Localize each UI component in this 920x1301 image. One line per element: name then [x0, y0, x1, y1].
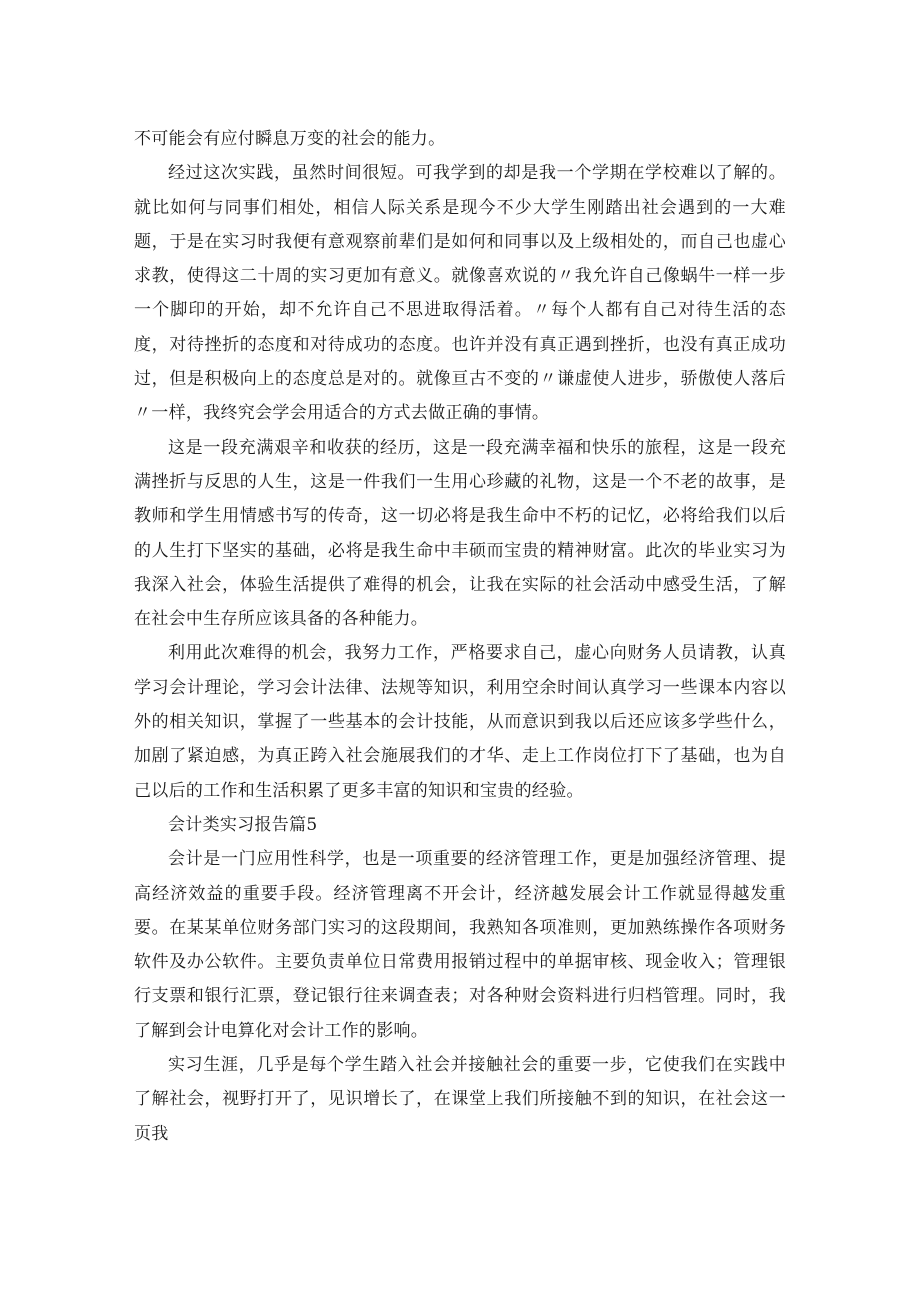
section-heading: 会计类实习报告篇5	[168, 814, 318, 835]
paragraph-6: 实习生涯，几乎是每个学生踏入社会并接触社会的重要一步，它使我们在实践中了解社会，视野打开了，见识增长了，在课堂上我们所接触不到的知识，在社会这一页我	[134, 1055, 786, 1144]
paragraph-4: 利用此次难得的机会，我努力工作，严格要求自己，虚心向财务人员请教，认真学习会计理论，学习会计法律、法规等知识，利用空余时间认真学习一些课本内容以外的相关知识，掌握了一些基本的会计技能，从而意识到我以后还应该多学些什么，加剧了紧迫感，为真正跨入社会施展我们的才华、走上工作岗位打下了基础，也为自己以后的工作和生活积累了更多丰富的知识和宝贵的经验。	[134, 643, 786, 801]
paragraph-5: 会计是一门应用性科学，也是一项重要的经济管理工作，更是加强经济管理、提高经济效益的重要手段。经济管理离不开会计，经济越发展会计工作就显得越发重要。在某某单位财务部门实习的这段期间，我熟知各项准则，更加熟练操作各项财务软件及办公软件。主要负责单位日常费用报销过程中的单据审核、现金收入；管理银行支票和银行汇票，登记银行往来调查表；对各种财会资料进行归档管理。同时，我了解到会计电算化对会计工作的影响。	[134, 849, 786, 1041]
paragraph-2: 经过这次实践，虽然时间很短。可我学到的却是我一个学期在学校难以了解的。就比如何与同事们相处，相信人际关系是现今不少大学生刚踏出社会遇到的一大难题，于是在实习时我便有意观察前辈们是如何和同事以及上级相处的，而自己也虚心求教，使得这二十周的实习更加有意义。就像喜欢说的〃我允许自己像蜗牛一样一步一个脚印的开始，却不允许自己不思进取得活着。〃每个人都有自己对待生活的态度，对待挫折的态度和对待成功的态度。也许并没有真正遇到挫折，也没有真正成功过，但是积极向上的态度总是对的。就像亘古不变的〃谦虚使人进步，骄傲使人落后〃一样，我终究会学会用适合的方式去做正确的事情。	[134, 163, 786, 424]
paragraph-3: 这是一段充满艰辛和收获的经历，这是一段充满幸福和快乐的旅程，这是一段充满挫折与反思的人生，这是一件我们一生用心珍藏的礼物，这是一个不老的故事，是教师和学生用情感书写的传奇，这一切必将是我生命中不朽的记忆，必将给我们以后的人生打下坚实的基础，必将是我生命中丰硕而宝贵的精神财富。此次的毕业实习为我深入社会，体验生活提供了难得的机会，让我在实际的社会活动中感受生活，了解在社会中生存所应该具备的各种能力。	[134, 437, 786, 630]
document-page	[134, 122, 786, 1151]
paragraph-1: 不可能会有应付瞬息万变的社会的能力。	[134, 129, 446, 149]
